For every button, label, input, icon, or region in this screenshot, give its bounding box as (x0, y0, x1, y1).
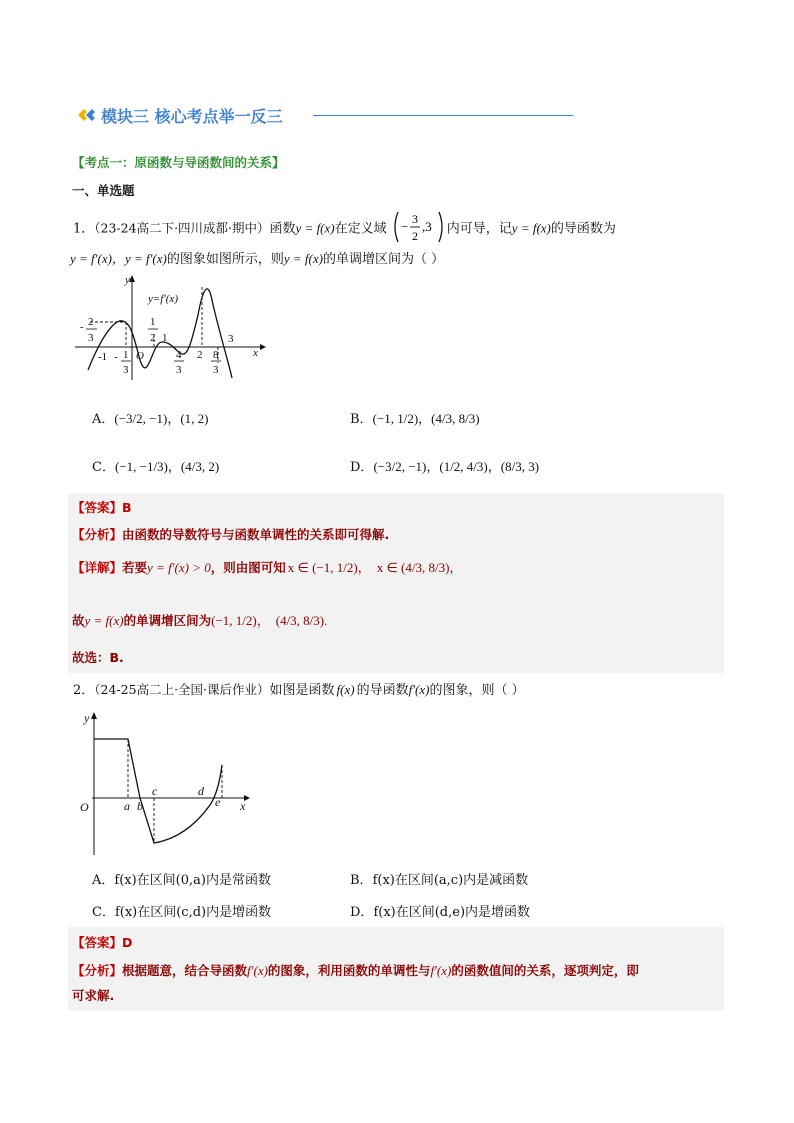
analysis-text: 的函数值间的关系，逐项判定，即 (451, 963, 639, 978)
graph1-tick-half-num: 1 (150, 316, 156, 328)
detail-text: 若要 (122, 560, 148, 575)
q2-stem-text: 的导函数 (356, 683, 409, 698)
answer-label: 【答案】 (72, 935, 123, 950)
q1-choose-line: 故选：B. (72, 650, 124, 665)
graph2-x-label: x (240, 799, 246, 813)
q1-stem-text: 的图象如图所示，则 (166, 252, 284, 267)
q1-answer-line (72, 497, 132, 516)
q1-option-d[interactable] (350, 456, 539, 475)
graph2-origin: O (80, 800, 89, 814)
q1-stem-text: 在定义域 (334, 221, 387, 237)
option-letter: C． (92, 905, 115, 920)
q1-answer-box (68, 493, 724, 673)
graph1-tick-two: 2 (197, 349, 203, 361)
analysis-text: 根据题意，结合导函数 (122, 963, 248, 978)
q2-number: 2． (73, 683, 95, 698)
q2-option-c[interactable] (92, 901, 271, 920)
q2-option-d[interactable] (350, 901, 530, 920)
q2-analysis-line1 (72, 960, 639, 979)
option-text: f(x)在区间(0,a)内是常函数 (114, 873, 271, 888)
graph2-y-label: y (84, 711, 90, 725)
conclusion-text: 故 (72, 613, 85, 628)
q1-eq: y = f(x) (283, 251, 323, 266)
q2-option-a[interactable] (92, 869, 271, 888)
graph2-tick-c: c (152, 784, 158, 798)
q2-stem-text: 的图象，则（ ） (429, 683, 525, 698)
option-letter: D． (350, 905, 374, 920)
q1-domain-interval (391, 210, 447, 248)
graph1-y-label: y (125, 274, 130, 286)
q2-source: （24-25高二上·全国·课后作业） (94, 682, 270, 697)
q1-eq: y = f′(x)， (70, 251, 125, 266)
graph1-tick-one: 1 (162, 332, 168, 344)
graph2-tick-e: e (215, 795, 221, 809)
q2-answer-box (68, 927, 724, 1011)
graph1-origin: O (136, 350, 144, 362)
module-title-rule (313, 115, 573, 116)
kaodian-heading: 【考点一：原函数与导函数间的关系】 (72, 155, 285, 170)
graph1-tick-83-num: 8 (213, 349, 219, 361)
graph1-tick-neg13-den: 3 (123, 364, 129, 376)
graph1-tick-43-den: 3 (176, 364, 182, 376)
graph1-tick-half-den: 2 (150, 332, 156, 344)
answer-value: D (122, 935, 133, 950)
graph1-tick-neg23-den: 3 (88, 332, 94, 344)
q1-option-b[interactable] (350, 408, 480, 427)
svg-text:-: - (80, 321, 84, 333)
conclusion-eq: y = f(x) (84, 613, 124, 628)
graph1-tick-43-num: 4 (176, 349, 182, 361)
q1-stem-text: 函数 (269, 221, 296, 237)
q1-eq: y = f(x) (511, 220, 551, 236)
graph1-tick-neg13-num: 1 (123, 349, 129, 361)
q1-number: 1． (73, 221, 95, 237)
q1-option-c[interactable] (92, 456, 219, 475)
conclusion-eq: (4/3, 8/3). (275, 613, 328, 628)
option-text: (−1, −1/3)，(4/3, 2) (114, 459, 220, 474)
graph2-tick-d: d (198, 784, 204, 798)
q1-stem-text: 的单调增区间为（ ） (322, 252, 445, 267)
graph2-tick-a: a (124, 799, 130, 813)
svg-text:3: 3 (411, 212, 418, 226)
graph2-tick-b: b (137, 799, 143, 813)
q2-option-b[interactable] (350, 869, 528, 888)
analysis-text: 由函数的导数符号与函数单调性的关系即可得解. (122, 527, 390, 542)
graph1-tick-neg23-num: 2 (88, 316, 94, 328)
answer-label: 【答案】 (72, 500, 123, 515)
svg-text:,3: ,3 (421, 219, 432, 234)
option-letter: C． (92, 460, 115, 475)
svg-text:2: 2 (411, 229, 418, 243)
module-title: 模块三 核心考点举一反三 (101, 107, 283, 126)
domain-interval-svg (391, 210, 447, 244)
q2-derivative-graph (72, 705, 262, 855)
q1-eq: y = f(x) (295, 220, 335, 236)
q2-stem-text: 如图是函数 (269, 683, 335, 698)
q1-option-a[interactable] (92, 408, 208, 427)
q1-derivative-graph (70, 270, 270, 385)
q1-stem-text: 的导函数为 (550, 221, 616, 237)
option-letter: B． (350, 412, 373, 427)
module-header (76, 104, 576, 126)
analysis-text: 的图象，利用函数的单调性与 (267, 963, 431, 978)
detail-eq: y = f′(x) > 0 (147, 560, 211, 575)
conclusion-text: 的单调增区间为 (123, 613, 212, 628)
q2-eq: f(x) (336, 682, 355, 697)
q2-answer-line (72, 932, 132, 951)
q2-stem (73, 679, 525, 698)
section-heading: 一、单选题 (72, 183, 135, 198)
graph1-curve-label: y=f′(x) (148, 293, 178, 305)
graph1-tick-neg1: -1 (98, 351, 108, 363)
option-text: f(x)在区间(c,d)内是增函数 (114, 905, 272, 920)
svg-text:-: - (114, 351, 118, 363)
svg-text:−: − (400, 219, 409, 234)
conclusion-eq: (−1, 1/2)， (211, 613, 270, 628)
option-text: (−3/2, −1)，(1, 2) (114, 411, 209, 426)
option-text: f(x)在区间(d,e)内是增函数 (373, 905, 531, 920)
detail-eq: x ∈ (−1, 1/2)， (287, 560, 371, 575)
analysis-eq: f′(x) (247, 963, 268, 978)
q1-analysis-line (72, 524, 389, 543)
analysis-eq: f′(x) (430, 963, 452, 978)
diamond-arrows-icon (76, 107, 98, 123)
q2-eq: f′(x) (408, 682, 430, 697)
q1-conclusion-line (72, 610, 327, 629)
analysis-label: 【分析】 (72, 527, 123, 542)
option-letter: A． (92, 873, 115, 888)
option-text: f(x)在区间(a,c)内是减函数 (372, 873, 529, 888)
option-text: (−1, 1/2)，(4/3, 8/3) (372, 411, 480, 426)
graph1-tick-83-den: 3 (213, 364, 219, 376)
detail-text: ，则由图可知 (210, 560, 286, 575)
q1-stem-line2 (70, 248, 444, 267)
graph1-x-label: x (253, 347, 258, 359)
answer-value: B (122, 500, 132, 515)
option-text: (−3/2, −1)，(1/2, 4/3)，(8/3, 3) (373, 459, 540, 474)
q1-source: （23-24高二下·四川成都·期中） (94, 220, 270, 236)
analysis-label: 【分析】 (72, 963, 123, 978)
detail-eq: x ∈ (4/3, 8/3)， (376, 560, 463, 575)
q1-eq: y = f′(x) (124, 251, 167, 266)
q1-stem-text: 内可导，记 (446, 221, 512, 237)
graph1-tick-three: 3 (228, 333, 234, 345)
option-letter: A． (92, 412, 115, 427)
q1-detail-line (72, 557, 462, 576)
q1-stem-line1 (73, 210, 616, 248)
q2-analysis-line2: 可求解. (72, 988, 115, 1003)
option-letter: D． (350, 460, 374, 475)
option-letter: B． (350, 873, 373, 888)
detail-label: 【详解】 (72, 560, 123, 575)
